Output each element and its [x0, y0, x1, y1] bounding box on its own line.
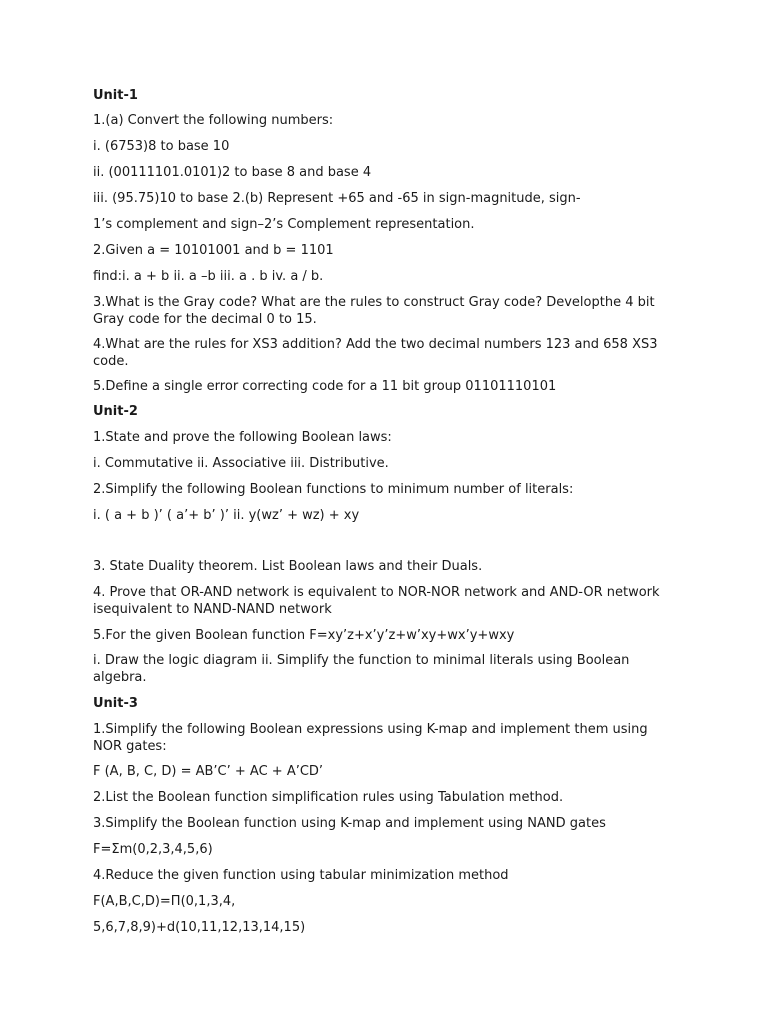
unit-3-line-6: 4.Reduce the given function using tabular minimization method	[93, 868, 509, 883]
unit-2-line-8: i. Draw the logic diagram ii. Simplify the function to minimal literals using Boolean algebra.	[93, 653, 634, 685]
unit-1-line-10: 5.Define a single error correcting code for a 11 bit group 01101110101	[93, 379, 557, 394]
unit-2-line-6: 4. Prove that OR-AND network is equivalent to NOR-NOR network and AND-OR network isequivalent to NAND-NAND network	[93, 585, 664, 617]
unit-1-line-4: iii. (95.75)10 to base 2.(b) Represent +65 and -65 in sign-magnitude, sign-	[93, 191, 581, 206]
unit-3-line-5: F=Σm(0,2,3,4,5,6)	[93, 842, 213, 857]
unit-2-line-2: i. Commutative ii. Associative iii. Distributive.	[93, 456, 389, 471]
unit-1-line-6: 2.Given a = 10101001 and b = 1101	[93, 243, 334, 258]
unit-2-line-3: 2.Simplify the following Boolean functions to minimum number of literals:	[93, 482, 574, 497]
unit-2-line-7: 5.For the given Boolean function F=xy’z+x’y’z+w’xy+wx’y+wxy	[93, 628, 515, 643]
unit-3-line-1: 1.Simplify the following Boolean expressions using K-map and implement them using NOR gates:	[93, 722, 652, 754]
unit-2-heading: Unit-2	[93, 404, 138, 419]
unit-2-line-1: 1.State and prove the following Boolean laws:	[93, 430, 392, 445]
unit-1-line-7: find:i. a + b ii. a –b iii. a . b iv. a / b.	[93, 269, 324, 284]
unit-1-line-2: i. (6753)8 to base 10	[93, 139, 230, 154]
document-page	[93, 86, 668, 936]
unit-3-line-8: 5,6,7,8,9)+d(10,11,12,13,14,15)	[93, 920, 306, 935]
unit-3-line-2: F (A, B, C, D) = AB’C’ + AC + A’CD’	[93, 764, 324, 779]
unit-3-line-3: 2.List the Boolean function simplification rules using Tabulation method.	[93, 790, 564, 805]
unit-1-line-8: 3.What is the Gray code? What are the rules to construct Gray code? Developthe 4 bit Gray code for the decimal 0 to 15.	[93, 295, 659, 327]
unit-1-heading: Unit-1	[93, 88, 138, 103]
unit-3-line-4: 3.Simplify the Boolean function using K-map and implement using NAND gates	[93, 816, 606, 831]
unit-2-line-4: i. ( a + b )’ ( a’+ b’ )’ ii. y(wz’ + wz) + xy	[93, 508, 360, 523]
unit-1-line-5: 1’s complement and sign–2’s Complement representation.	[93, 217, 475, 232]
unit-3-heading: Unit-3	[93, 696, 138, 711]
unit-3-line-7: F(A,B,C,D)=Π(0,1,3,4,	[93, 894, 236, 909]
unit-1-line-9: 4.What are the rules for XS3 addition? Add the two decimal numbers 123 and 658 XS3 code.	[93, 337, 662, 369]
unit-1-line-3: ii. (00111101.0101)2 to base 8 and base 4	[93, 165, 372, 180]
unit-1-line-1: 1.(a) Convert the following numbers:	[93, 113, 334, 128]
unit-2-line-5: 3. State Duality theorem. List Boolean laws and their Duals.	[93, 559, 483, 574]
